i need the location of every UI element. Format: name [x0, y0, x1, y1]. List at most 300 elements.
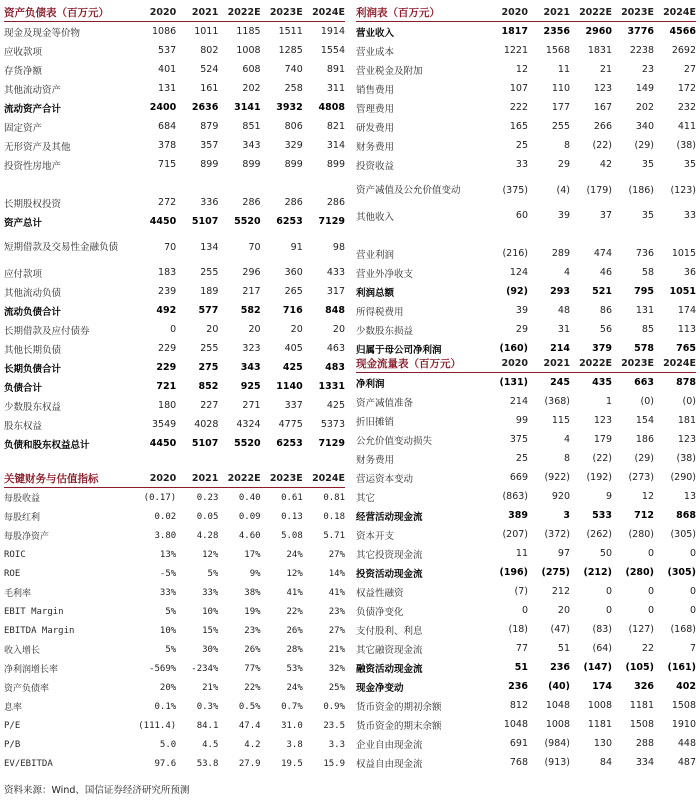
value-cell: 433 — [326, 267, 345, 278]
key-ratios-title: 关键财务与估值指标 — [4, 470, 134, 488]
key-ratios-panel — [4, 470, 345, 773]
value-cell: 229 — [158, 343, 177, 354]
value-cell: 343 — [240, 362, 261, 373]
value-cell: 98 — [332, 241, 345, 253]
value-cell — [218, 174, 260, 193]
value-cell: 33% — [202, 587, 219, 598]
value-cell: 29 — [557, 159, 570, 170]
value-cell: 85 — [641, 324, 654, 335]
value-cell: (92) — [506, 286, 528, 297]
value-cell: 53.8 — [196, 758, 219, 769]
value-cell: 23% — [244, 625, 261, 636]
value-cell: (212) — [583, 567, 612, 578]
value-cell: (38) — [676, 140, 696, 151]
value-cell: (161) — [667, 662, 696, 673]
row-label: 每股净资产 — [4, 532, 50, 542]
value-cell: 217 — [242, 286, 261, 297]
value-cell: 227 — [200, 400, 219, 411]
table-row — [356, 468, 696, 487]
value-cell: 183 — [158, 267, 177, 278]
value-cell: 186 — [635, 434, 654, 445]
value-cell: 0 — [605, 586, 612, 597]
value-cell: (216) — [502, 248, 528, 259]
value-cell: 1015 — [671, 248, 696, 259]
value-cell: 27% — [328, 549, 345, 560]
row-label: 营业收入 — [356, 27, 395, 39]
value-cell: (29) — [634, 453, 654, 464]
value-cell: 84.1 — [196, 720, 219, 731]
year-header: 2023E — [261, 4, 303, 22]
value-cell: 0 — [605, 605, 612, 616]
value-cell: 13% — [159, 549, 177, 560]
value-cell: 0.1% — [154, 701, 177, 712]
row-label: 净利润增长率 — [4, 665, 59, 675]
table-row — [356, 620, 696, 639]
value-cell: 47.4 — [238, 720, 261, 731]
value-cell: 425 — [326, 400, 345, 411]
table-row — [4, 564, 345, 583]
table-row — [356, 155, 696, 174]
value-cell: 0.5% — [238, 701, 261, 712]
value-cell: 868 — [676, 510, 696, 521]
value-cell: 343 — [242, 140, 261, 151]
row-label: 企业自由现金流 — [356, 739, 423, 751]
value-cell: 7 — [689, 643, 696, 654]
value-cell: 181 — [677, 415, 696, 426]
table-row — [356, 282, 696, 301]
value-cell: 214 — [550, 343, 570, 354]
value-cell: 1914 — [320, 26, 345, 37]
table-row — [4, 193, 345, 212]
balance-sheet-panel — [4, 4, 345, 453]
value-cell: 15% — [202, 625, 219, 636]
value-cell: 5.71 — [323, 530, 345, 541]
value-cell: (29) — [634, 140, 654, 151]
value-cell: 2400 — [149, 102, 177, 113]
value-cell: (123) — [670, 184, 696, 196]
row-label: 其他收入 — [356, 211, 395, 223]
value-cell: 174 — [677, 305, 696, 316]
value-cell: 35 — [683, 159, 696, 170]
row-label: 少数股东权益 — [4, 401, 62, 413]
value-cell: -569% — [149, 663, 177, 674]
row-label: 负债和股东权益总计 — [4, 439, 90, 451]
value-cell — [486, 225, 528, 244]
value-cell: (131) — [499, 377, 528, 388]
table-row — [4, 415, 345, 434]
value-cell: 32% — [328, 663, 345, 674]
value-cell: (305) — [670, 529, 696, 540]
year-header: 2023E — [612, 4, 654, 22]
row-label: 营业利润 — [356, 249, 395, 261]
value-cell: 20 — [332, 324, 345, 335]
value-cell: 577 — [198, 305, 219, 316]
year-header: 2022E — [570, 355, 612, 373]
row-label: 其它 — [356, 492, 376, 504]
table-row — [4, 526, 345, 545]
row-label: 长期借款及应付债券 — [4, 325, 90, 337]
row-label: 负债合计 — [4, 382, 43, 394]
value-cell: 1048 — [503, 719, 528, 730]
value-cell: 1817 — [501, 26, 528, 37]
value-cell — [654, 225, 696, 244]
row-label: 资产减值准备 — [356, 397, 414, 409]
value-cell: (375) — [502, 184, 528, 196]
table-row — [4, 377, 345, 396]
row-label: 其它投资现金流 — [356, 549, 423, 561]
value-cell: (38) — [676, 453, 696, 464]
row-label: 负债净变化 — [356, 606, 404, 618]
value-cell: 174 — [592, 681, 612, 692]
table-row — [4, 282, 345, 301]
row-label: 所得税费用 — [356, 306, 404, 318]
table-row — [4, 602, 345, 621]
value-cell: 524 — [200, 64, 219, 75]
value-cell: 1051 — [669, 286, 696, 297]
value-cell: (280) — [628, 529, 654, 540]
table-row — [356, 320, 696, 339]
row-label: 营业成本 — [356, 46, 395, 58]
value-cell: 23 — [641, 64, 654, 75]
row-label: 财务费用 — [356, 141, 395, 153]
value-cell: 0 — [689, 548, 696, 559]
value-cell: 2636 — [191, 102, 219, 113]
value-cell: 0.3% — [196, 701, 219, 712]
row-label: 支付股利、利息 — [356, 625, 423, 637]
value-cell: (290) — [670, 472, 696, 483]
value-cell: 360 — [284, 267, 303, 278]
value-cell: 1221 — [503, 45, 528, 56]
table-row — [4, 117, 345, 136]
value-cell: (368) — [544, 396, 570, 407]
value-cell: 1508 — [629, 719, 654, 730]
value-cell: 435 — [592, 377, 612, 388]
value-cell: 4450 — [149, 438, 177, 449]
value-cell: 5% — [165, 606, 177, 617]
value-cell: 21% — [202, 682, 219, 693]
value-cell: 582 — [240, 305, 261, 316]
table-row — [356, 715, 696, 734]
value-cell: 1008 — [545, 719, 570, 730]
table-row — [4, 754, 345, 773]
value-cell: 37 — [599, 210, 612, 221]
table-row — [356, 79, 696, 98]
value-cell: 925 — [240, 381, 261, 392]
table-row — [4, 621, 345, 640]
value-cell: (262) — [586, 529, 612, 540]
table-row — [4, 488, 345, 508]
value-cell: 2692 — [671, 45, 696, 56]
value-cell: 4.2 — [244, 739, 261, 750]
value-cell: 337 — [284, 400, 303, 411]
value-cell: 113 — [677, 324, 696, 335]
row-label — [356, 225, 486, 244]
value-cell: 0.40 — [238, 492, 261, 503]
value-cell: 1008 — [587, 700, 612, 711]
row-label: 货币资金的期初余额 — [356, 701, 442, 713]
table-row — [4, 301, 345, 320]
row-label: 研发费用 — [356, 122, 395, 134]
value-cell: 712 — [634, 510, 654, 521]
table-row — [4, 155, 345, 174]
row-label: 投资性房地产 — [4, 160, 62, 172]
value-cell: 97.6 — [154, 758, 177, 769]
value-cell: 7129 — [318, 216, 345, 227]
value-cell: 411 — [677, 121, 696, 132]
year-header: 2024E — [303, 4, 345, 22]
value-cell: 314 — [326, 140, 345, 151]
income-statement-panel — [356, 4, 696, 358]
value-cell: 177 — [551, 102, 570, 113]
key-ratios-table — [4, 470, 345, 773]
value-cell: 24% — [286, 682, 303, 693]
value-cell: 56 — [599, 324, 612, 335]
value-cell: 721 — [156, 381, 177, 392]
row-label: 货币资金的期末余额 — [356, 720, 442, 732]
row-label: 流动资产合计 — [4, 103, 62, 115]
value-cell: 537 — [158, 45, 177, 56]
value-cell: 131 — [635, 305, 654, 316]
row-label: ROE — [4, 568, 21, 579]
value-cell: 10% — [159, 625, 177, 636]
value-cell — [134, 174, 176, 193]
income-statement-table — [356, 4, 696, 358]
value-cell: 289 — [551, 248, 570, 259]
value-cell: 33 — [515, 159, 528, 170]
value-cell: 5% — [207, 568, 219, 579]
value-cell: 0 — [689, 586, 696, 597]
row-label: EBIT Margin — [4, 606, 64, 617]
value-cell: 1011 — [194, 26, 219, 37]
value-cell: 1331 — [318, 381, 345, 392]
year-header: 2024E — [303, 470, 345, 488]
row-label: 毛利率 — [4, 589, 32, 599]
row-label: 长期股权投资 — [4, 198, 62, 210]
value-cell: 9% — [249, 568, 261, 579]
value-cell: 0.81 — [323, 492, 345, 503]
value-cell: 1285 — [278, 45, 303, 56]
value-cell: 6253 — [276, 216, 303, 227]
value-cell: (4) — [556, 184, 570, 196]
value-cell: 0.23 — [196, 492, 219, 503]
row-label: 投资活动现金流 — [356, 568, 423, 580]
value-cell: 736 — [635, 248, 654, 259]
value-cell: 22 — [641, 643, 654, 654]
value-cell: 41% — [286, 587, 303, 598]
value-cell: 20% — [159, 682, 177, 693]
value-cell: 27 — [683, 64, 696, 75]
value-cell: 483 — [325, 362, 345, 373]
value-cell: 3.8 — [286, 739, 303, 750]
value-cell: 286 — [284, 197, 303, 208]
table-row — [4, 320, 345, 339]
value-cell: 10% — [202, 606, 219, 617]
value-cell: 4775 — [278, 419, 303, 430]
row-label: 每股红利 — [4, 513, 41, 523]
value-cell: 3.80 — [154, 530, 177, 541]
value-cell: 8 — [563, 453, 570, 464]
value-cell: 29 — [515, 324, 528, 335]
table-row — [356, 449, 696, 468]
table-row — [4, 339, 345, 358]
value-cell: 1 — [605, 396, 612, 407]
value-cell: (984) — [544, 738, 570, 749]
value-cell: 3932 — [276, 102, 303, 113]
value-cell: 236 — [508, 681, 528, 692]
value-cell: 12% — [202, 549, 219, 560]
value-cell: 5.08 — [281, 530, 303, 541]
value-cell: 401 — [158, 64, 177, 75]
value-cell: 15.9 — [323, 758, 345, 769]
value-cell: 255 — [200, 267, 219, 278]
value-cell: 97 — [557, 548, 570, 559]
table-row — [4, 212, 345, 231]
value-cell: 920 — [551, 491, 570, 502]
table-row — [4, 41, 345, 60]
table-row — [356, 601, 696, 620]
value-cell: 716 — [282, 305, 303, 316]
table-row — [356, 411, 696, 430]
value-cell: 899 — [242, 159, 261, 170]
value-cell: (22) — [592, 140, 612, 151]
value-cell: 6253 — [276, 438, 303, 449]
value-cell: 26% — [244, 644, 261, 655]
table-row — [356, 373, 696, 393]
value-cell: 375 — [509, 434, 528, 445]
table-row — [4, 678, 345, 697]
value-cell: 25 — [515, 453, 528, 464]
value-cell: (186) — [628, 184, 654, 196]
value-cell: (863) — [502, 491, 528, 502]
value-cell: 131 — [158, 83, 177, 94]
table-row — [356, 430, 696, 449]
year-header: 2022E — [218, 4, 260, 22]
source-footnote: 资料来源：Wind、国信证券经济研究所预测 — [4, 785, 190, 796]
value-cell: 3776 — [627, 26, 654, 37]
value-cell: 58 — [641, 267, 654, 278]
value-cell: 1554 — [320, 45, 345, 56]
row-label: 现金及现金等价物 — [4, 27, 81, 39]
table-row — [356, 582, 696, 601]
table-row — [4, 545, 345, 564]
value-cell: 86 — [599, 305, 612, 316]
value-cell: 39 — [515, 305, 528, 316]
value-cell: 13 — [683, 491, 696, 502]
row-label: 息率 — [4, 703, 23, 713]
value-cell: 521 — [592, 286, 612, 297]
value-cell: 1185 — [236, 26, 261, 37]
value-cell: 0.09 — [238, 511, 261, 522]
value-cell: 4566 — [669, 26, 696, 37]
cash-flow-title: 现金流量表（百万元） — [356, 355, 486, 373]
value-cell: 134 — [200, 241, 219, 253]
table-row — [4, 22, 345, 42]
row-label: 其他长期负债 — [4, 344, 62, 356]
value-cell: 272 — [158, 197, 177, 208]
row-label: 销售费用 — [356, 84, 395, 96]
value-cell: 691 — [509, 738, 528, 749]
row-label: 营业外净收支 — [356, 268, 414, 280]
row-label: 长期负债合计 — [4, 363, 62, 375]
value-cell: 3549 — [152, 419, 177, 430]
value-cell: 53% — [286, 663, 303, 674]
value-cell: (196) — [499, 567, 528, 578]
value-cell: 212 — [551, 586, 570, 597]
value-cell: (168) — [670, 624, 696, 635]
value-cell: 4324 — [236, 419, 261, 430]
table-row — [356, 244, 696, 263]
value-cell: 60 — [515, 210, 528, 221]
value-cell: 258 — [284, 83, 303, 94]
value-cell: 474 — [593, 248, 612, 259]
value-cell: 4.5 — [202, 739, 219, 750]
value-cell: 161 — [200, 83, 219, 94]
row-label: 资产总计 — [4, 217, 43, 229]
table-row — [4, 697, 345, 716]
year-header: 2020 — [486, 355, 528, 373]
table-row — [356, 506, 696, 525]
value-cell: 286 — [242, 197, 261, 208]
year-header: 2024E — [654, 355, 696, 373]
value-cell: 149 — [635, 83, 654, 94]
value-cell: (111.4) — [138, 720, 177, 731]
year-header: 2021 — [176, 470, 218, 488]
value-cell: 0 — [647, 586, 654, 597]
value-cell: 202 — [242, 83, 261, 94]
value-cell: (207) — [502, 529, 528, 540]
value-cell: 334 — [635, 757, 654, 768]
value-cell: (280) — [625, 567, 654, 578]
value-cell: (192) — [586, 472, 612, 483]
row-label: 股东权益 — [4, 420, 43, 432]
table-row — [4, 583, 345, 602]
row-label: 应付款项 — [4, 268, 43, 280]
value-cell: 0.9% — [323, 701, 345, 712]
value-cell: -5% — [159, 568, 177, 579]
value-cell: 130 — [593, 738, 612, 749]
cash-flow-panel — [356, 355, 696, 772]
value-cell: 3.3 — [328, 739, 345, 750]
row-label: 少数股东损益 — [356, 325, 414, 337]
value-cell: (305) — [667, 567, 696, 578]
value-cell: 20 — [206, 324, 219, 335]
table-row — [356, 639, 696, 658]
value-cell — [528, 225, 570, 244]
value-cell: 715 — [158, 159, 177, 170]
value-cell: 189 — [200, 286, 219, 297]
value-cell: 19.5 — [281, 758, 303, 769]
table-row — [4, 716, 345, 735]
value-cell: 265 — [284, 286, 303, 297]
value-cell: 323 — [242, 343, 261, 354]
value-cell: 91 — [290, 241, 303, 253]
value-cell: 11 — [557, 64, 570, 75]
value-cell: 27.9 — [238, 758, 261, 769]
year-header: 2021 — [528, 4, 570, 22]
value-cell: 42 — [599, 159, 612, 170]
value-cell: 4.60 — [238, 530, 261, 541]
value-cell: 878 — [676, 377, 696, 388]
value-cell: (913) — [544, 757, 570, 768]
value-cell: 165 — [509, 121, 528, 132]
table-row — [356, 392, 696, 411]
value-cell: 24% — [286, 549, 303, 560]
table-row — [4, 434, 345, 453]
row-label: 归属于母公司净利润 — [356, 344, 442, 356]
income-statement-title: 利润表（百万元） — [356, 4, 486, 22]
value-cell: 31.0 — [281, 720, 303, 731]
row-label: 投资收益 — [356, 160, 395, 172]
